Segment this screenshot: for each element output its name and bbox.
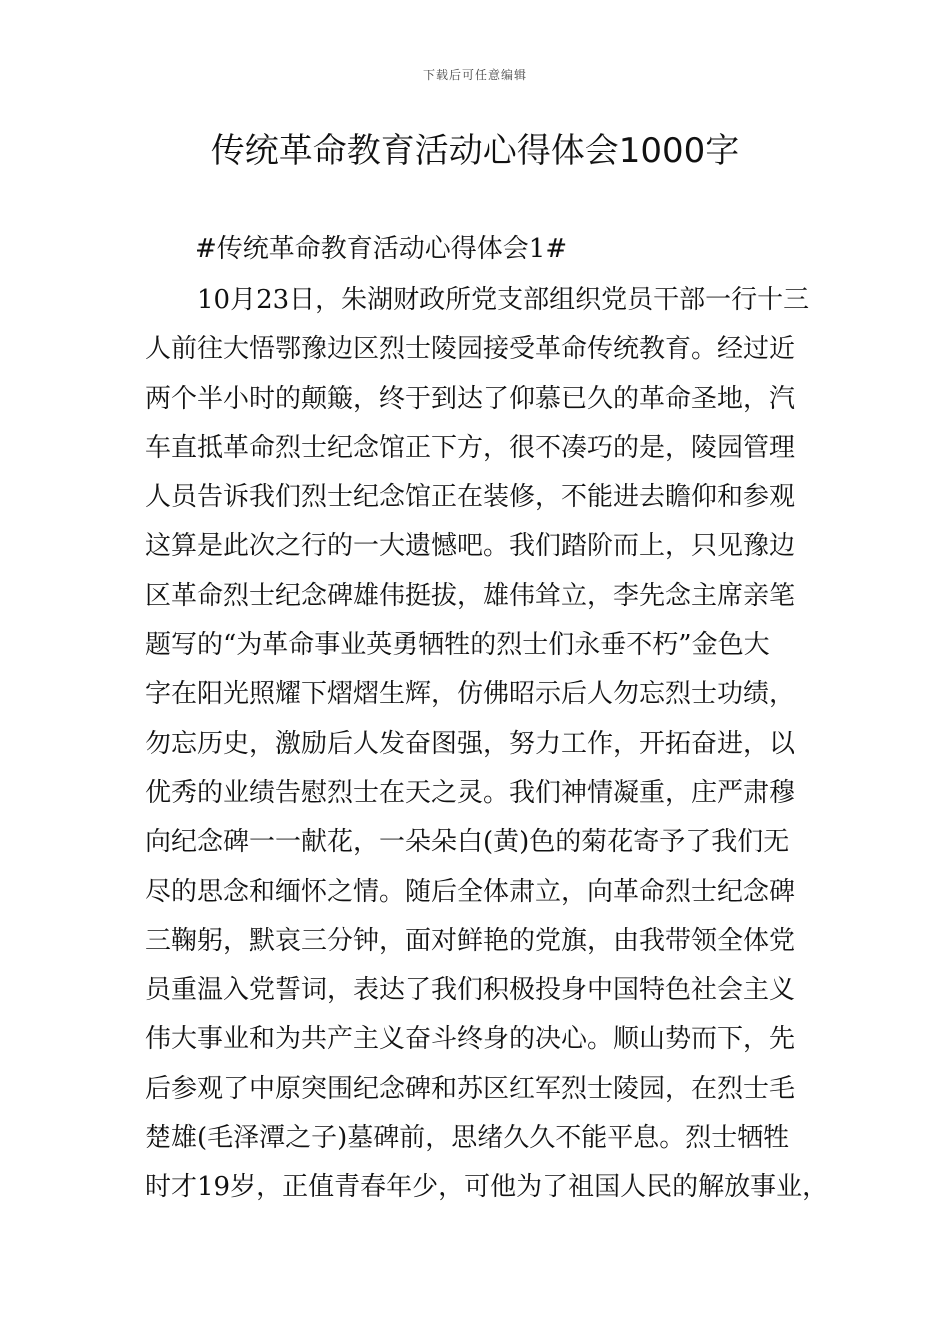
body-line: 员重温入党誓词，表达了我们积极投身中国特色社会主义 <box>145 975 796 1006</box>
body-line: 勿忘历史，激励后人发奋图强，努力工作，开拓奋进，以 <box>145 728 796 759</box>
body-line: 尽的思念和缅怀之情。随后全体肃立，向革命烈士纪念碑 <box>145 876 796 907</box>
body-line: 优秀的业绩告慰烈士在天之灵。我们神情凝重，庄严肃穆 <box>145 777 796 808</box>
body-line: 字在阳光照耀下熠熠生辉，仿佛昭示后人勿忘烈士功绩， <box>145 679 796 710</box>
body-line: 车直抵革命烈士纪念馆正下方，很不凑巧的是，陵园管理 <box>145 432 796 463</box>
section-heading: #传统革命教育活动心得体会1# <box>195 234 568 264</box>
body-line: 10月23日，朱湖财政所党支部组织党员干部一行十三 <box>197 285 810 315</box>
body-line: 题写的“为革命事业英勇牺牲的烈士们永垂不朽”金色大 <box>145 630 770 661</box>
body-line: 人前往大悟鄂豫边区烈士陵园接受革命传统教育。经过近 <box>145 334 796 365</box>
header-note: 下载后可任意编辑 <box>422 68 527 82</box>
body-line: 两个半小时的颠簸，终于到达了仰慕已久的革命圣地，汽 <box>145 383 796 414</box>
body-line: 向纪念碑一一献花，一朵朵白(黄)色的菊花寄予了我们无 <box>145 827 790 858</box>
body-line: 时才19岁，正值青春年少，可他为了祖国人民的解放事业， <box>145 1172 829 1203</box>
body-line: 人员告诉我们烈士纪念馆正在装修，不能进去瞻仰和参观 <box>145 482 796 513</box>
body-line: 三鞠躬，默哀三分钟，面对鲜艳的党旗，由我带领全体党 <box>145 925 796 956</box>
body-line: 伟大事业和为共产主义奋斗终身的决心。顺山势而下，先 <box>145 1024 796 1055</box>
body-line: 区革命烈士纪念碑雄伟挺拔，雄伟耸立，李先念主席亲笔 <box>145 580 796 611</box>
body-line: 这算是此次之行的一大遗憾吧。我们踏阶而上，只见豫边 <box>145 531 796 562</box>
body-line: 楚雄(毛泽潭之子)墓碑前，思绪久久不能平息。烈士牺牲 <box>145 1123 790 1154</box>
body-paragraph <box>145 276 829 1213</box>
body-line: 后参观了中原突围纪念碑和苏区红军烈士陵园，在烈士毛 <box>145 1073 796 1104</box>
document-title: 传统革命教育活动心得体会1000字 <box>210 131 740 171</box>
